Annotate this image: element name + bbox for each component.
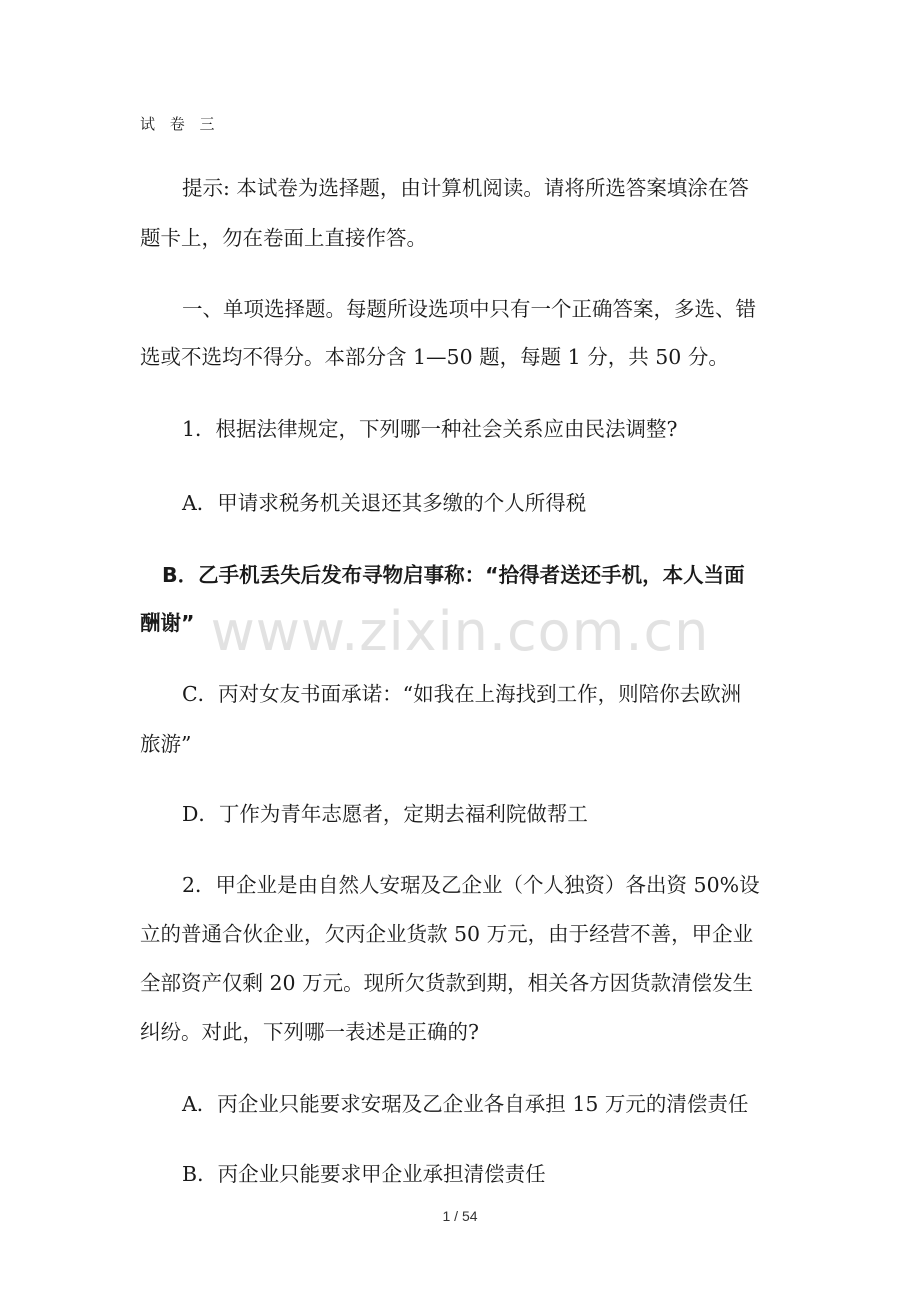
question-1-stem: 1．根据法律规定，下列哪一种社会关系应由民法调整?: [182, 417, 678, 441]
question-2-option-b: B．丙企业只能要求甲企业承担清偿责任: [182, 1162, 546, 1186]
question-2-stem-line-3: 全部资产仅剩 20 万元。现所欠货款到期，相关各方因货款清偿发生: [140, 971, 754, 995]
page-number: 1 / 54: [442, 1208, 478, 1224]
question-1-option-b-line-1: B．乙手机丢失后发布寻物启事称：“拾得者送还手机，本人当面: [162, 563, 745, 587]
section-heading-line-2: 选或不选均不得分。本部分含 1—50 题，每题 1 分，共 50 分。: [140, 345, 729, 369]
question-2-stem-line-1: 2．甲企业是由自然人安琚及乙企业（个人独资）各出资 50%设: [182, 873, 760, 897]
question-2-stem-line-4: 纠纷。对此，下列哪一表述是正确的?: [140, 1020, 479, 1044]
question-1-option-b-line-2: 酬谢”: [140, 611, 195, 635]
notice-line-1: 提示: 本试卷为选择题，由计算机阅读。请将所选答案填涂在答: [182, 176, 749, 200]
notice-line-2: 题卡上，勿在卷面上直接作答。: [140, 226, 427, 250]
exam-title: 试 卷 三: [140, 115, 220, 133]
watermark: www.zixin.com.cn: [210, 600, 710, 663]
question-2-option-a: A．丙企业只能要求安琚及乙企业各自承担 15 万元的清偿责任: [182, 1092, 749, 1116]
question-1-option-d: D．丁作为青年志愿者，定期去福利院做帮工: [182, 802, 588, 826]
question-2-stem-line-2: 立的普通合伙企业，欠丙企业货款 50 万元，由于经营不善，甲企业: [140, 922, 754, 946]
question-1-option-c-line-2: 旅游”: [140, 732, 192, 756]
question-1-option-a: A．甲请求税务机关退还其多缴的个人所得税: [182, 491, 587, 515]
question-1-option-c-line-1: C．丙对女友书面承诺：“如我在上海找到工作，则陪你去欧洲: [182, 682, 742, 706]
section-heading-line-1: 一、单项选择题。每题所设选项中只有一个正确答案，多选、错: [182, 297, 756, 321]
